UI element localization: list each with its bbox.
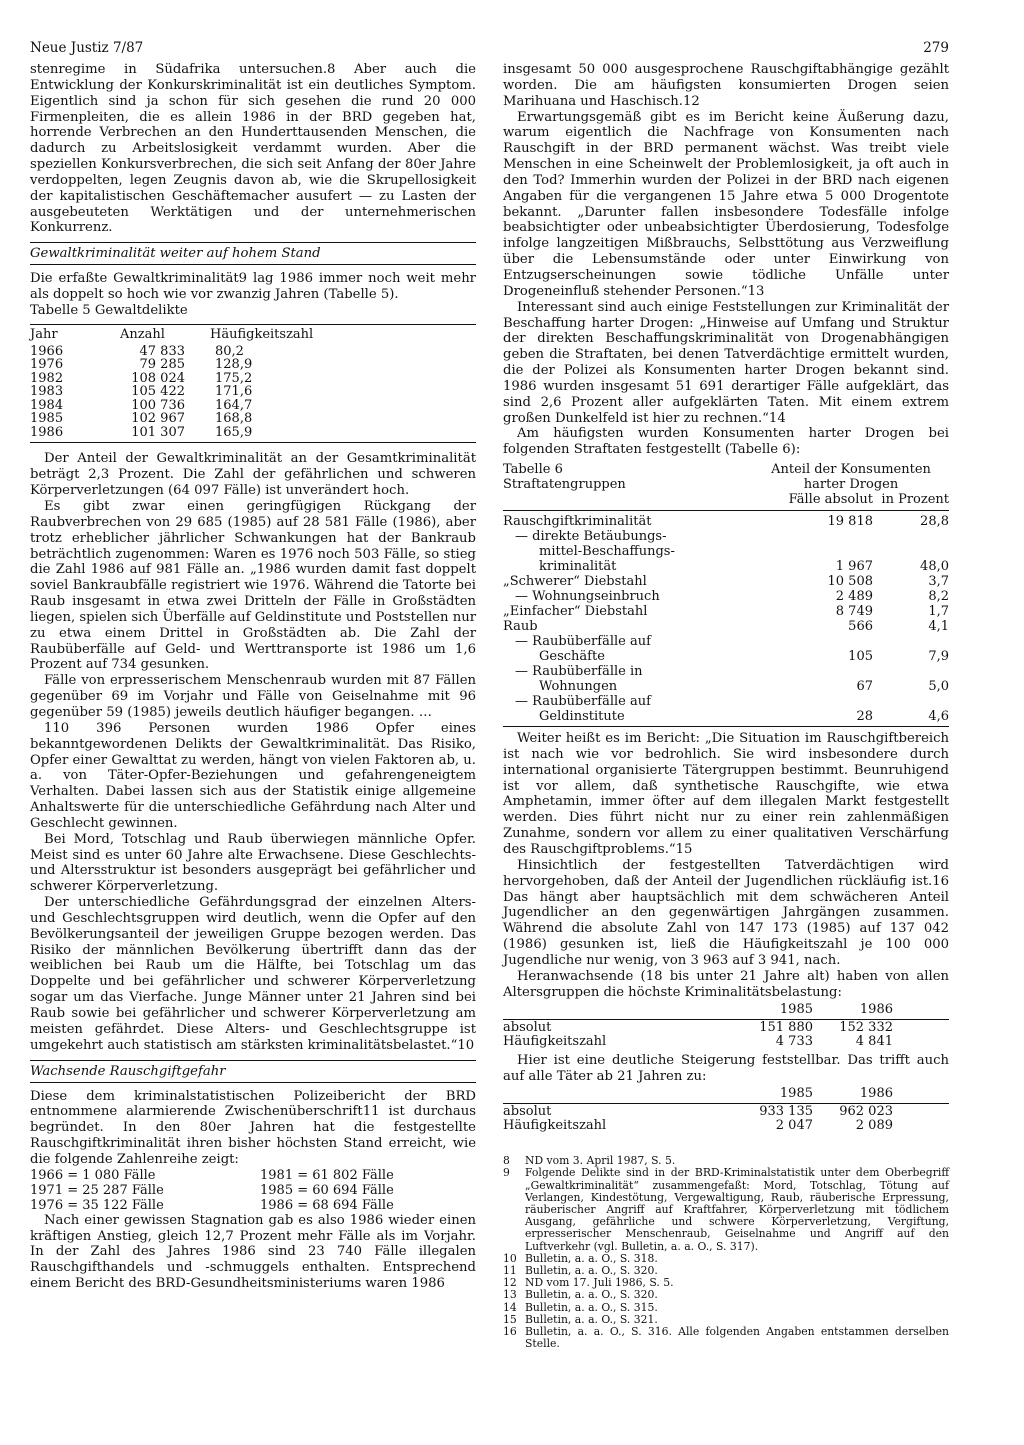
left-column bbox=[30, 62, 476, 1292]
table6-cell-pct bbox=[873, 529, 949, 544]
footnote-text: Bulletin, a. a. O., S. 321. bbox=[525, 1312, 658, 1326]
paragraph-hier: Hier ist eine deutliche Steigerung feststellbar. Das trifft auch auf alle Täter ab 21 Jahren zu: bbox=[503, 1053, 949, 1085]
table6-cell-pct bbox=[873, 634, 949, 649]
table5-row bbox=[30, 345, 330, 359]
table6-cell-abs bbox=[753, 544, 873, 559]
table6-row bbox=[503, 634, 949, 649]
series-item: 1981 = 61 802 Fälle bbox=[260, 1167, 394, 1183]
table5-cell-year: 1984 bbox=[30, 397, 64, 413]
tb-row bbox=[503, 1105, 949, 1119]
table5-row bbox=[30, 385, 330, 399]
table6-cell-label: — Raubüberfälle auf bbox=[515, 634, 651, 650]
tb-cell-1986: 2 089 bbox=[855, 1118, 893, 1134]
series-item: 1966 = 1 080 Fälle bbox=[30, 1167, 156, 1183]
table5-cell-year: 1985 bbox=[30, 411, 64, 427]
paragraph-mord: Bei Mord, Totschlag und Raub überwiegen männliche Opfer. Meist sind es unter 60 Jahre alte Erwachsene. Diese Geschlechts- und Altersstruktur ist besonders ausgeprägt bei gefährlicher und schwerer Körperverletzung. bbox=[30, 831, 476, 895]
table5-row bbox=[30, 372, 330, 386]
ta-cell-spacer bbox=[893, 1035, 949, 1049]
table6-cell-abs: 105 bbox=[848, 649, 873, 665]
table6-cell-abs: 1 967 bbox=[835, 559, 873, 575]
table6-rule-top bbox=[503, 510, 949, 511]
table5-cell-count: 105 422 bbox=[131, 384, 185, 400]
series-item: 1986 = 68 694 Fälle bbox=[260, 1197, 394, 1213]
paragraph-interessant: Interessant sind auch einige Feststellungen zur Kriminalität der Beschaffung harter Drogen: „Hinweise auf Umfang und Struktur der direkten Beschaffungskriminalität von Drogenabhängigen geben die Straftaten, bei denen Tatverdächtige ermittelt wurden, die der Polizei als Konsumenten harter Drogen bekannt sind. 1986 wurden insgesamt 51 691 derartiger Fälle aufgeklärt, das sind 2,6 Prozent aller aufgeklärten Taten. Mit einem extrem großen Dunkelfeld ist hier zu rechnen.“14 bbox=[503, 299, 949, 426]
footnote-text: ND vom 17. Juli 1986, S. 5. bbox=[525, 1276, 674, 1290]
footnote-number: 10 bbox=[503, 1251, 517, 1265]
table5-cell-count: 101 307 bbox=[131, 424, 185, 440]
tb-cell-label: absolut bbox=[503, 1104, 552, 1120]
table6-cell-pct: 3,7 bbox=[928, 574, 949, 590]
table6-cell-pct: 4,6 bbox=[928, 709, 949, 725]
ta-cell-spacer bbox=[893, 1021, 949, 1035]
paragraph-gefahr: Der unterschiedliche Gefährdungsgrad der einzelnen Alters- und Geschlechtsgruppen wird deutlich, wenn die Opfer auf den Bevölkerungsanteil der jeweiligen Gruppe bezogen werden. Das Risiko der männlichen Bevölkerung übertrifft dann das der weiblichen bei Raub um die Hälfte, bei Totschlag um das Doppelte und bei gefährlicher und schwerer Körperverletzung sogar um das Vierfache. Junge Männer unter 21 Jahren sind bei Raub sowie bei gefährlicher und schwerer Körperverletzung am meisten gefährdet. Diese Alters- und Geschlechtsgruppe ist umgekehrt auch statistisch am stärksten kriminalitätsbelastet.“10 bbox=[30, 895, 476, 1053]
paragraph-gewalt: Die erfaßte Gewaltkriminalität9 lag 1986 immer noch weit mehr als doppelt so hoch wie vor zwanzig Jahren (Tabelle 5). bbox=[30, 271, 476, 303]
table5-cell-count: 79 285 bbox=[139, 357, 185, 373]
page-number: 279 bbox=[923, 40, 949, 56]
table6-cell-label: — Raubüberfälle auf bbox=[515, 694, 651, 710]
ta-cell-1986: 152 332 bbox=[839, 1020, 893, 1036]
table6-cell-label: mittel-Beschaffungs- bbox=[539, 544, 675, 560]
paragraph-intro: stenregime in Südafrika untersuchen.8 Aber auch die Entwicklung der Konkurskriminalität ist ein deutliches Symptom. Eigentlich sind ja schon für sich gesehen die rund 20 000 Firmenpleiten, die es allein 1986 in der BRD gegeben hat, horrende Verbrechen an den Hunderttausenden Menschen, die dadurch zu Arbeitslosigkeit verdammt wurden. Aber die speziellen Konkursverbrechen, die sich seit Anfang der 80er Jahre verdoppelten, legen Zeugnis davon ab, wie die Skrupellosigkeit der kapitalistischen Geschäftemacher ausufert — zu Lasten der ausgebeuteten Werktätigen und der unternehmerischen Konkurrenz. bbox=[30, 62, 476, 236]
footnote-text: Bulletin, a. a. O., S. 316. Alle folgenden Angaben entstammen derselben Stelle. bbox=[525, 1324, 949, 1351]
table6-title: Tabelle 6 bbox=[503, 462, 563, 478]
table5-header-row bbox=[30, 327, 330, 345]
table5-rule-bottom bbox=[30, 442, 476, 443]
table5-header: Häufigkeitszahl bbox=[210, 326, 314, 342]
table6-row bbox=[503, 649, 949, 664]
table5-header: Anzahl bbox=[120, 326, 165, 342]
footnote bbox=[503, 1167, 949, 1252]
table5-cell-count: 47 833 bbox=[139, 343, 185, 359]
ta-cell-1985: 151 880 bbox=[759, 1020, 813, 1036]
ta-cell-1986: 4 841 bbox=[855, 1034, 893, 1050]
table6-row bbox=[503, 529, 949, 544]
table6-cell-abs: 67 bbox=[856, 679, 873, 695]
table6-cell-abs: 8 749 bbox=[835, 604, 873, 620]
paragraph-opfer: 110 396 Personen wurden 1986 Opfer eines bekanntgewordenen Delikts der Gewaltkriminalität. Das Risiko, Opfer einer Gewalttat zu werden, hängt von vielen Faktoren ab, u. a. von Täter-Opfer-Beziehungen und gefahrengeneigtem Verhalten. Dabei lassen sich aus der Statistik einige allgemeine Anhaltswerte für die unterschiedliche Gefährdung nach Alter und Geschlecht gewinnen. bbox=[30, 720, 476, 831]
table6-cell-label: Wohnungen bbox=[539, 679, 618, 695]
footnote-text: Bulletin, a. a. O., S. 320. bbox=[525, 1263, 658, 1277]
table6-cell-pct bbox=[873, 694, 949, 709]
table6-cell-abs: 28 bbox=[856, 709, 873, 725]
table5-cell-freq: 164,7 bbox=[215, 397, 253, 413]
ta-cell-label: absolut bbox=[503, 1020, 552, 1036]
tb-year1: 1985 bbox=[779, 1086, 813, 1102]
table6-cell-pct: 28,8 bbox=[920, 514, 949, 530]
paragraph-raub: Es gibt zwar einen geringfügigen Rückgang der Raubverbrechen von 29 685 (1985) auf 28 581 Fälle (1986), aber trotz erheblicher jährlicher Schwankungen hat der Bankraub beträchtlich zugenommen: Waren es 1976 noch 503 Fälle, so stieg die Zahl 1986 auf 981 Fälle an. „1986 wurden damit fast doppelt soviel Bankraubfälle registriert wie 1976. Während die Tatorte bei Raub insgesamt in etwa zwei Dritteln der Fälle in Großstädten liegen, spielen sich Überfälle auf Geldinstitute und Poststellen nur zu etwa einem Drittel in Großstädten ab. Die Zahl der Raubüberfälle auf Geld- und Werttransporte ist 1986 um 1,6 Prozent auf 734 gesunken. bbox=[30, 499, 476, 673]
table6-col-pct: in Prozent bbox=[881, 492, 949, 508]
table6-row bbox=[503, 574, 949, 589]
table6-col-abs: Fälle absolut bbox=[788, 492, 873, 508]
table6-row bbox=[503, 619, 949, 634]
tb-cell-1985: 933 135 bbox=[759, 1104, 813, 1120]
tb-cell-1986: 962 023 bbox=[839, 1104, 893, 1120]
table6-cell-pct bbox=[873, 544, 949, 559]
table6-row bbox=[503, 709, 949, 724]
table5-cell-count: 102 967 bbox=[131, 411, 185, 427]
footnote-number: 14 bbox=[503, 1300, 517, 1314]
table5 bbox=[30, 327, 330, 440]
table6-cell-label: „Schwerer“ Diebstahl bbox=[503, 574, 647, 590]
table6-row bbox=[503, 694, 949, 709]
table6-cell-pct: 4,1 bbox=[928, 619, 949, 635]
table6-cell-pct: 7,9 bbox=[928, 649, 949, 665]
paragraph-erpress: Fälle von erpresserischem Menschenraub wurden mit 87 Fällen gegenüber 69 im Vorjahr und Fälle von Geiselnahme mit 96 gegenüber 59 (1985) jeweils deutlich häufiger begangen. … bbox=[30, 673, 476, 720]
table6-cell-label: — Raubüberfälle in bbox=[515, 664, 643, 680]
table6-cell-abs: 566 bbox=[848, 619, 873, 635]
table6-cell-label: — Wohnungseinbruch bbox=[515, 589, 660, 605]
footnote-number: 12 bbox=[503, 1276, 517, 1290]
footnote-number: 13 bbox=[503, 1288, 517, 1302]
table6-row bbox=[503, 679, 949, 694]
footnote-number: 8 bbox=[503, 1154, 510, 1168]
paragraph-rausch: Diese dem kriminalstatistischen Polizeibericht der BRD entnommene alarmierende Zwischenüberschrift11 ist durchaus begründet. In den 80er Jahren hat die festgestellte Rauschgiftkriminalität ihren bisher höchsten Stand erreicht, wie die folgende Zahlenreihe zeigt: bbox=[30, 1088, 476, 1167]
table6-cell-pct: 1,7 bbox=[928, 604, 949, 620]
journal-title: Neue Justiz 7/87 bbox=[30, 40, 144, 56]
paragraph-stagnation: Nach einer gewissen Stagnation gab es also 1986 wieder einen kräftigen Anstieg, gleich 12,7 Prozent mehr Fälle als im Vorjahr. In der Zahl des Jahres 1986 sind 23 740 Fälle illegalen Rauschgifthandels und -schmuggels enthalten. Entsprechend einem Bericht des BRD-Gesundheitsministeriums waren 1986 bbox=[30, 1212, 476, 1292]
table5-cell-year: 1986 bbox=[30, 424, 64, 440]
table5-row bbox=[30, 412, 330, 426]
footnote-number: 9 bbox=[503, 1166, 510, 1180]
footnote bbox=[503, 1289, 949, 1301]
table5-cell-freq: 128,9 bbox=[215, 357, 253, 373]
footnote-text: Bulletin, a. a. O., S. 318. bbox=[525, 1251, 658, 1265]
paragraph-hinsichtlich: Hinsichtlich der festgestellten Tatverdächtigen wird hervorgehoben, daß der Anteil der Jugendlichen rückläufig ist.16 Das hängt aber hauptsächlich mit dem schwächeren Anteil Jugendlicher an den gegenwärtigen Jahrgängen zusammen. Während die absolute Zahl von 147 173 (1985) auf 137 042 (1986) gesunken ist, ließ die Häufigkeitszahl je 100 000 Jugendliche nur wenig, von 3 963 auf 3 941, nach. bbox=[503, 857, 949, 968]
series-table bbox=[30, 1168, 410, 1213]
table6-cell-pct: 8,2 bbox=[928, 589, 949, 605]
ta-year1: 1985 bbox=[779, 1002, 813, 1018]
tb-year2: 1986 bbox=[859, 1086, 893, 1102]
table-heranwachsende bbox=[503, 1003, 949, 1049]
footnote-number: 11 bbox=[503, 1263, 517, 1277]
table6-cell-abs bbox=[753, 664, 873, 679]
footnote-text: ND vom 3. April 1987, S. 5. bbox=[525, 1154, 676, 1168]
table6-cell-label: — direkte Betäubungs- bbox=[515, 529, 667, 545]
tb-row bbox=[503, 1119, 949, 1133]
table6-cell-label: Raub bbox=[503, 619, 538, 635]
section-heading-gewalt: Gewaltkriminalität weiter auf hohem Stand bbox=[30, 242, 476, 265]
table6-head1: Anteil der Konsumenten bbox=[771, 462, 931, 478]
tb-cell-label: Häufigkeitszahl bbox=[503, 1118, 607, 1134]
table6-row bbox=[503, 604, 949, 619]
table5-row bbox=[30, 426, 330, 440]
table5-cell-year: 1982 bbox=[30, 370, 64, 386]
table5-cell-freq: 171,6 bbox=[215, 384, 253, 400]
table6-cell-abs: 2 489 bbox=[835, 589, 873, 605]
table6-cell-label: kriminalität bbox=[539, 559, 617, 575]
ta-row bbox=[503, 1021, 949, 1035]
table6-cell-abs bbox=[753, 694, 873, 709]
footnote-text: Bulletin, a. a. O., S. 315. bbox=[525, 1300, 658, 1314]
footnote bbox=[503, 1302, 949, 1314]
ta-cell-1985: 4 733 bbox=[775, 1034, 813, 1050]
table5-cell-freq: 168,8 bbox=[215, 411, 253, 427]
table6-cell-label: Geldinstitute bbox=[539, 709, 625, 725]
paragraph-haeufigsten: Am häufigsten wurden Konsumenten harter Drogen bei folgenden Straftaten festgestellt (Tabelle 6): bbox=[503, 426, 949, 458]
footnote bbox=[503, 1326, 949, 1350]
right-column bbox=[503, 62, 949, 1350]
ta-year2: 1986 bbox=[859, 1002, 893, 1018]
tb-cell-spacer bbox=[893, 1105, 949, 1119]
table6-cell-abs: 19 818 bbox=[827, 514, 873, 530]
table6-cell-abs bbox=[753, 529, 873, 544]
table5-cell-year: 1983 bbox=[30, 384, 64, 400]
table-taeter bbox=[503, 1087, 949, 1133]
ta-row bbox=[503, 1035, 949, 1049]
paragraph-erwartung: Erwartungsgemäß gibt es im Bericht keine Äußerung dazu, warum eigentlich die Nachfrage von Konsumenten nach Rauschgift in der BRD permanent wächst. Was treibt viele Menschen in eine Scheinwelt der Problemlosigkeit, ja oft auch in den Tod? Immerhin wurden der Polizei in der BRD nach eigenen Angaben für die vergangenen 15 Jahre etwa 5 000 Drogentote bekannt. „Darunter fallen insbesondere Todesfälle infolge beabsichtigter oder unbeabsichtigter Überdosierung, Todesfolge infolge langzeitigen Mißbrauchs, Selbsttötung aus Verzweiflung über die Lebensumstände oder unter Einwirkung von Entzugserscheinungen sowie tödliche Unfälle unter Drogeneinfluß stehender Personen.“13 bbox=[503, 109, 949, 299]
series-item: 1985 = 60 694 Fälle bbox=[260, 1182, 394, 1198]
table6-cell-pct: 5,0 bbox=[928, 679, 949, 695]
table5-header: Jahr bbox=[30, 326, 58, 342]
table6-row bbox=[503, 664, 949, 679]
table6-row bbox=[503, 544, 949, 559]
footnote-text: Folgende Delikte sind in der BRD-Kriminalstatistik unter dem Oberbegriff „Gewaltkriminalität“ zusammengefaßt: Mord, Totschlag, Tötung auf Verlangen, Kindestötung, Vergewaltigung, Raub, räuberische Erpressung, räuberischer Angriff auf Kraftfahrer, Körperverletzung mit tödlichem Ausgang, gefährliche und schwere Körperverletzung, Vergiftung, erpresserischer Menschenraub, Geiselnahme und Angriff auf den Luftverkehr (vgl. Bulletin, a. a. O., S. 317). bbox=[525, 1166, 949, 1253]
table6-cell-pct bbox=[873, 664, 949, 679]
paragraph-heranwachsende: Heranwachsende (18 bis unter 21 Jahre alt) haben von allen Altersgruppen die höchste Kriminalitätsbelastung: bbox=[503, 968, 949, 1000]
table5-cell-count: 100 736 bbox=[131, 397, 185, 413]
table5-row bbox=[30, 399, 330, 413]
series-item: 1971 = 25 287 Fälle bbox=[30, 1182, 164, 1198]
table6-row bbox=[503, 559, 949, 574]
ta-cell-label: Häufigkeitszahl bbox=[503, 1034, 607, 1050]
table5-rule-top bbox=[30, 324, 476, 325]
paragraph-anteil: Der Anteil der Gewaltkriminalität an der Gesamtkriminalität beträgt 2,3 Prozent. Die Zahl der gefährlichen und schweren Körperverletzungen (64 097 Fälle) ist unverändert hoch. bbox=[30, 451, 476, 499]
table6-cell-abs bbox=[753, 634, 873, 649]
table6-row bbox=[503, 514, 949, 529]
table6-cell-pct: 48,0 bbox=[920, 559, 949, 575]
table5-cell-year: 1976 bbox=[30, 357, 64, 373]
table6-cell-label: Rauschgiftkriminalität bbox=[503, 514, 652, 530]
table6-rule-bottom bbox=[503, 726, 949, 727]
table5-caption: Tabelle 5 Gewaltdelikte bbox=[30, 302, 188, 318]
footnote-number: 15 bbox=[503, 1312, 517, 1326]
table5-cell-freq: 175,2 bbox=[215, 370, 253, 386]
series-item: 1976 = 35 122 Fälle bbox=[30, 1197, 164, 1213]
paragraph-weiter: Weiter heißt es im Bericht: „Die Situation im Rauschgiftbereich ist nach wie vor bedrohlich. Sie wird insbesondere durch international organisierte Tätergruppen bestimmt. Beunruhigend ist vor allem, daß synthetische Rauschgifte, wie etwa Amphetamin, immer öfter auf dem illegalen Markt festgestellt werden. Dies führt nicht nur zu einer rein zahlenmäßigen Zunahme, sondern vor allem zu einer qualitativen Verschärfung des Rauschgiftproblems.“15 bbox=[503, 731, 949, 857]
table6-cell-abs: 10 508 bbox=[827, 574, 873, 590]
table6-cell-label: „Einfacher“ Diebstahl bbox=[503, 604, 648, 620]
table5-cell-freq: 165,9 bbox=[215, 424, 253, 440]
section-heading-rausch: Wachsende Rauschgiftgefahr bbox=[30, 1060, 476, 1083]
table5-row bbox=[30, 358, 330, 372]
table6 bbox=[503, 462, 949, 731]
table5-cell-count: 108 024 bbox=[131, 370, 185, 386]
footnote-text: Bulletin, a. a. O., S. 320. bbox=[525, 1288, 658, 1302]
table5-cell-year: 1966 bbox=[30, 343, 64, 359]
footnote-number: 16 bbox=[503, 1324, 517, 1338]
table5-cell-freq: 80,2 bbox=[215, 343, 244, 359]
paragraph-continued: insgesamt 50 000 ausgesprochene Rauschgiftabhängige gezählt worden. Die am häufigsten konsumierten Drogen seien Marihuana und Haschisch.12 bbox=[503, 62, 949, 109]
footnotes bbox=[503, 1155, 949, 1350]
table6-subtitle: Straftatengruppen bbox=[503, 477, 626, 493]
table6-cell-label: Geschäfte bbox=[539, 649, 605, 665]
table6-head2: harter Drogen bbox=[803, 477, 899, 493]
table6-row bbox=[503, 589, 949, 604]
tb-cell-1985: 2 047 bbox=[775, 1118, 813, 1134]
tb-cell-spacer bbox=[893, 1119, 949, 1133]
